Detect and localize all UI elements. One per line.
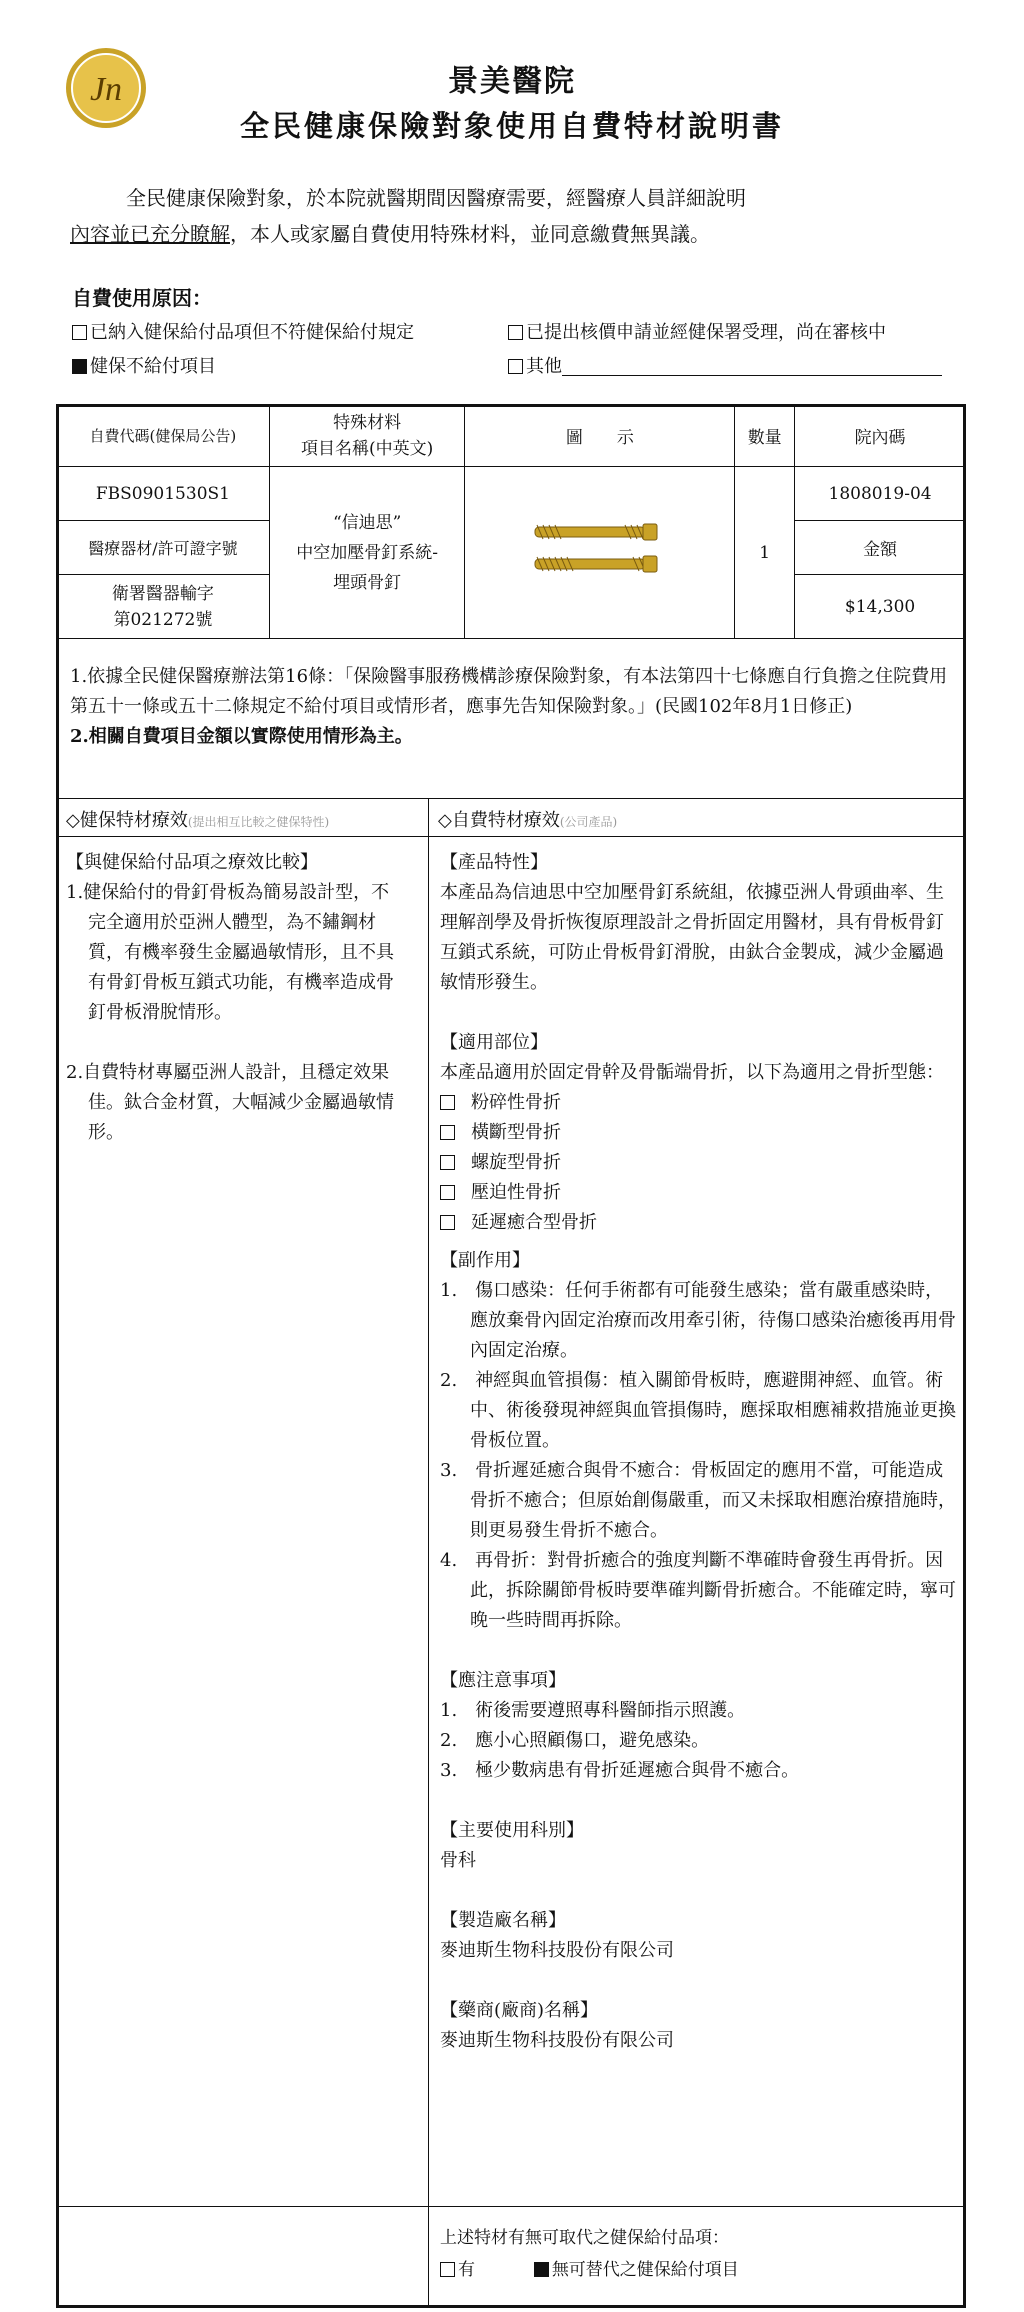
right-column-header — [438, 806, 617, 832]
fracture-type-label: 粉碎性骨折 — [471, 1092, 561, 1113]
hospital-name: 景美醫院 — [448, 64, 576, 99]
features-text: 本產品為信迪思中空加壓骨釘系統組，依據亞洲人骨頭曲率、生理解剖學及骨折恢復原理設計之骨折固定用醫材，具有骨板骨釘互鎖式系統，可防止骨板骨釘滑脫，由鈦合金製成，減少金屬過敏情形發生。 — [440, 882, 944, 993]
fracture-type-item[interactable] — [440, 1178, 960, 1208]
divider — [56, 836, 966, 837]
right-header-text: ◇自費特材療效 — [438, 810, 560, 831]
vendor-title: 【藥商(廠商)名稱】 — [440, 2000, 599, 2021]
document-title: 全民健康保險對象使用自費特材說明書 — [239, 109, 784, 143]
checkbox-icon[interactable] — [440, 1215, 455, 1230]
other-blank-line[interactable] — [562, 357, 942, 376]
checkbox-icon[interactable] — [72, 325, 87, 340]
note-1: 1.依據全民健保醫療辦法第16條：「保險醫事服務機構診療保險對象，有本法第四十七條應自行負擔之住院費用第五十一條或五十二條規定不給付項目或情形者，應事先告知保險對象。」(民國102年8月1日修正) — [70, 666, 948, 717]
checkbox-icon[interactable] — [440, 1185, 455, 1200]
left-header-text: ◇健保特材療效 — [66, 810, 188, 831]
intro-line-1: 全民健康保險對象，於本院就醫期間因醫療需要，經醫療人員詳細說明 — [126, 186, 746, 210]
header-code: 自費代碼(健保局公告) — [57, 405, 270, 467]
features-title: 【產品特性】 — [440, 852, 548, 873]
fracture-type-item[interactable] — [440, 1208, 960, 1238]
checkbox-icon[interactable] — [440, 2262, 455, 2277]
header-name: 特殊材料 項目名稱(中英文) — [269, 405, 465, 467]
logo-text: Jn — [89, 71, 123, 108]
divider — [56, 798, 966, 799]
maker-value: 麥迪斯生物科技股份有限公司 — [440, 1940, 674, 1961]
side-effect-item: 3. 骨折遲延癒合與骨不癒合：骨板固定的應用不當，可能造成骨折不癒合；但原始創傷嚴重，而又未採取相應治療措施時，則更易發生骨折不癒合。 — [440, 1460, 956, 1541]
reason-option-2[interactable] — [508, 318, 886, 344]
license-label: 醫療器材/許可證字號 — [57, 521, 270, 575]
note-2: 2.相關自費項目金額以實際使用情形為主。 — [70, 726, 413, 747]
side-effect-item: 2. 神經與血管損傷：植入關節骨板時，應避開神經、血管。術中、術後發現神經與血管損傷時，應採取相應補救措施並更換骨板位置。 — [440, 1370, 956, 1451]
side-effect-item: 4. 再骨折：對骨折癒合的強度判斷不準確時會發生再骨折。因此，拆除關節骨板時要準確判斷骨折癒合。不能確定時，寧可晚一些時間再拆除。 — [440, 1550, 956, 1631]
quantity-value: 1 — [735, 467, 795, 639]
code-value: FBS0901530S1 — [57, 467, 270, 521]
checkbox-icon[interactable] — [508, 325, 523, 340]
reason-option-3[interactable] — [72, 352, 216, 378]
fracture-type-label: 延遲癒合型骨折 — [471, 1212, 597, 1233]
left-column — [66, 848, 406, 1148]
option-yes[interactable] — [440, 2260, 475, 2280]
side-effects-title: 【副作用】 — [440, 1250, 530, 1271]
dept-title: 【主要使用科別】 — [440, 1820, 584, 1841]
checkbox-checked-icon[interactable] — [72, 359, 87, 374]
checkbox-checked-icon[interactable] — [534, 2262, 549, 2277]
reason-title: 自費使用原因： — [72, 286, 212, 310]
question-text: 上述特材有無可取代之健保給付品項： — [440, 2228, 729, 2248]
side-effect-item: 1. 傷口感染：任何手術都有可能發生感染；當有嚴重感染時，應放棄骨內固定治療而改用牽引術，待傷口感染治癒後再用骨內固定治療。 — [440, 1280, 956, 1361]
intro-line-2: ，本人或家屬自費使用特殊材料，並同意繳費無異議。 — [230, 222, 710, 246]
left-column-header — [66, 806, 329, 832]
left-header-note: (提出相互比較之健保特性) — [187, 815, 330, 829]
notes-section — [70, 662, 960, 752]
option-yes-label: 有 — [458, 2260, 475, 2280]
header-qty: 數量 — [735, 405, 795, 467]
left-item-2: 2.自費特材專屬亞洲人設計，且穩定效果佳。鈦合金材質，大幅減少金屬過敏情形。 — [66, 1062, 394, 1143]
right-header-note: (公司產品) — [559, 815, 618, 829]
checkbox-icon[interactable] — [440, 1095, 455, 1110]
vendor-value: 麥迪斯生物科技股份有限公司 — [440, 2030, 674, 2051]
divider — [56, 2206, 966, 2207]
header-hospital-code: 院內碼 — [795, 405, 966, 467]
reason-option-4[interactable] — [508, 352, 942, 378]
column-divider — [428, 798, 429, 2306]
amount-value: $14,300 — [795, 575, 966, 639]
bone-screw-icon — [525, 515, 675, 585]
caution-item: 1. 術後需要遵照專科醫師指示照護。 — [440, 1700, 746, 1721]
item-name: “信迪思” 中空加壓骨釘系統- 埋頭骨釘 — [269, 467, 465, 639]
dept-value: 骨科 — [440, 1850, 476, 1871]
intro-underlined: 內容並已充分瞭解 — [70, 222, 230, 246]
checkbox-icon[interactable] — [508, 359, 523, 374]
replacement-question — [440, 2222, 739, 2286]
right-column — [440, 848, 960, 2056]
fracture-type-item[interactable] — [440, 1118, 960, 1148]
cautions-title: 【應注意事項】 — [440, 1670, 566, 1691]
hospital-code-value: 1808019-04 — [795, 467, 966, 521]
reason-option-label: 已提出核價申請並經健保署受理，尚在審核中 — [526, 322, 886, 343]
usage-text: 本產品適用於固定骨幹及骨骺端骨折，以下為適用之骨折型態： — [440, 1062, 944, 1083]
amount-label: 金額 — [795, 521, 966, 575]
option-no[interactable] — [534, 2260, 739, 2280]
reason-option-label: 其他 — [526, 356, 562, 377]
fracture-type-label: 壓迫性骨折 — [471, 1182, 561, 1203]
left-item-1: 1.健保給付的骨釘骨板為簡易設計型，不完全適用於亞洲人體型，為不鏽鋼材質，有機率發生金屬過敏情形，且不具有骨釘骨板互鎖式功能，有機率造成骨釘骨板滑脫情形。 — [66, 882, 394, 1023]
usage-title: 【適用部位】 — [440, 1032, 548, 1053]
fracture-type-item[interactable] — [440, 1148, 960, 1178]
checkbox-icon[interactable] — [440, 1125, 455, 1140]
fracture-type-label: 橫斷型骨折 — [471, 1122, 561, 1143]
header-image: 圖 示 — [465, 405, 735, 467]
license-value: 衛署醫器輸字 第021272號 — [57, 575, 270, 639]
caution-item: 3. 極少數病患有骨折延遲癒合與骨不癒合。 — [440, 1760, 800, 1781]
maker-title: 【製造廠名稱】 — [440, 1910, 566, 1931]
reason-option-1[interactable] — [72, 318, 414, 344]
item-table — [56, 404, 966, 639]
left-title: 【與健保給付品項之療效比較】 — [66, 852, 318, 873]
reason-option-label: 已納入健保給付品項但不符健保給付規定 — [90, 322, 414, 343]
fracture-type-label: 螺旋型骨折 — [471, 1152, 561, 1173]
caution-item: 2. 應小心照顧傷口，避免感染。 — [440, 1730, 710, 1751]
option-no-label: 無可替代之健保給付項目 — [551, 2260, 739, 2280]
fracture-type-item[interactable] — [440, 1088, 960, 1118]
checkbox-icon[interactable] — [440, 1155, 455, 1170]
item-image — [465, 467, 735, 639]
reason-option-label: 健保不給付項目 — [90, 356, 216, 377]
intro-paragraph — [70, 180, 970, 252]
